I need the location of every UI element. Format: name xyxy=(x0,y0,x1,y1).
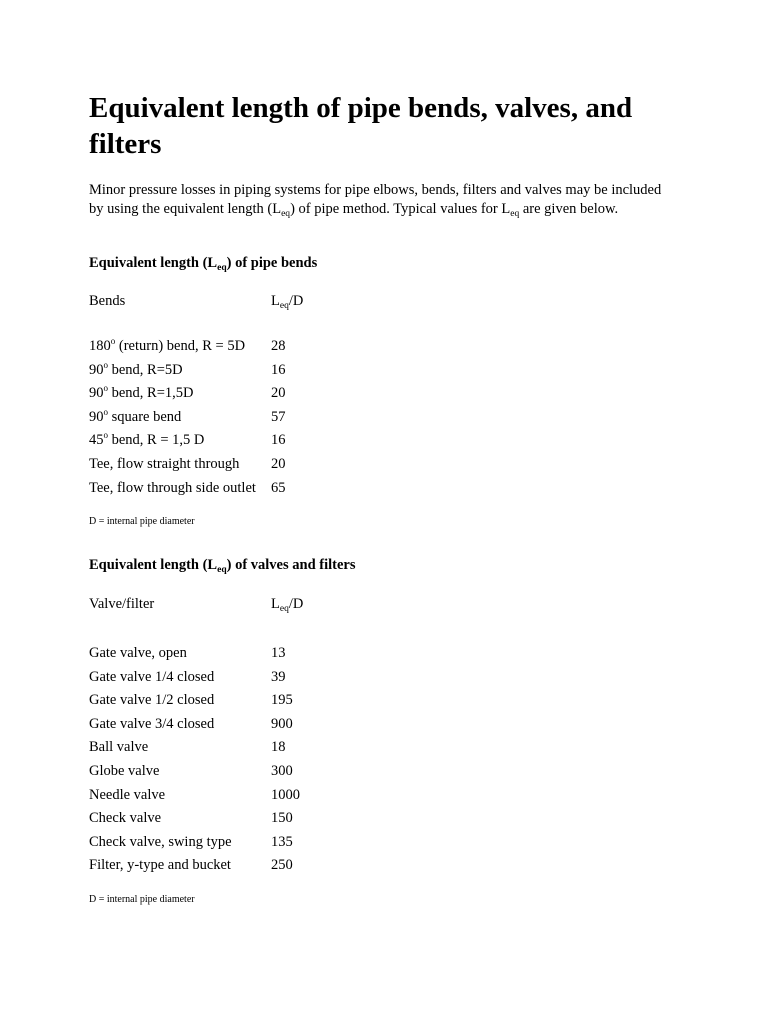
bends-table-row xyxy=(89,361,689,385)
valves-col-value-subscript: eq xyxy=(279,604,289,614)
degree-superscript: o xyxy=(103,383,108,394)
bend-value-cell: 16 xyxy=(271,432,286,449)
bend-type-cell xyxy=(89,337,245,355)
bend-type-text: 45 xyxy=(89,432,104,449)
valves-section-heading xyxy=(89,556,355,574)
intro-text-2: ) of pipe method. Typical values for L xyxy=(290,200,511,217)
bend-type-text: 90 xyxy=(89,361,104,378)
valve-value-cell: 195 xyxy=(271,692,293,709)
intro-paragraph xyxy=(89,181,669,218)
bend-type-cell xyxy=(89,361,183,379)
bend-type-text: 180 xyxy=(89,338,111,354)
valves-table-row xyxy=(89,809,689,833)
bends-col-value-subscript: eq xyxy=(279,301,289,311)
bends-table-row xyxy=(89,431,689,455)
bend-value-cell: 16 xyxy=(271,361,286,378)
valve-type-cell: Ball valve xyxy=(89,739,149,756)
bends-table-row xyxy=(89,408,689,432)
bend-type-text: 90 xyxy=(89,385,104,402)
bends-col-value-suffix: /D xyxy=(288,293,304,309)
bend-type-text-end: bend, R=5D xyxy=(108,361,183,378)
valve-type-cell: Filter, y-type and bucket xyxy=(89,857,231,874)
valves-table xyxy=(89,644,689,880)
valves-col-value-text: L xyxy=(271,596,280,612)
valve-type-cell: Check valve xyxy=(89,810,162,827)
bend-type-text-end: square bend xyxy=(108,408,182,425)
bend-value-cell: 20 xyxy=(271,455,286,472)
bends-col-value-header xyxy=(271,292,303,310)
valves-table-row xyxy=(89,856,689,880)
valve-value-cell: 900 xyxy=(271,715,293,732)
bend-type-text-end: bend, R=1,5D xyxy=(108,385,194,402)
valves-col-name-header: Valve/filter xyxy=(89,596,155,612)
bends-table xyxy=(89,337,689,502)
bends-table-row xyxy=(89,479,689,503)
degree-superscript: o xyxy=(103,406,108,417)
bend-type-cell xyxy=(89,431,204,449)
degree-superscript: o xyxy=(103,430,108,441)
valve-type-cell: Gate valve 1/2 closed xyxy=(89,692,215,709)
bends-heading-subscript: eq xyxy=(217,263,227,273)
bend-type-text: Tee, flow through side outlet xyxy=(89,479,256,496)
intro-text-1: Minor pressure losses in piping systems for pipe elbows, bends, filters and valves may be included by using the equivalent length (L xyxy=(89,182,662,217)
valve-value-cell: 1000 xyxy=(271,786,300,803)
valve-type-cell: Globe valve xyxy=(89,762,160,779)
degree-superscript: o xyxy=(103,359,108,370)
valves-col-value-header xyxy=(271,595,303,613)
bends-table-row xyxy=(89,455,689,479)
valve-value-cell: 135 xyxy=(271,833,293,850)
bend-type-cell xyxy=(89,455,239,473)
valves-table-row xyxy=(89,833,689,857)
intro-text-3: are given below. xyxy=(519,200,619,217)
page-title: Equivalent length of pipe bends, valves, and filters xyxy=(89,92,633,160)
bends-heading-text: Equivalent length (L xyxy=(89,255,218,271)
valve-value-cell: 150 xyxy=(271,810,293,827)
valves-footnote: D = internal pipe diameter xyxy=(89,894,195,905)
valves-table-row xyxy=(89,644,689,668)
valve-value-cell: 13 xyxy=(271,645,286,661)
bends-col-value-text: L xyxy=(271,293,280,309)
bend-type-text-end: (return) bend, R = 5D xyxy=(115,338,246,354)
valves-table-row xyxy=(89,715,689,739)
valve-type-cell: Gate valve 1/4 closed xyxy=(89,668,215,685)
bends-col-name-header: Bends xyxy=(89,293,126,309)
bends-table-row xyxy=(89,384,689,408)
bends-footnote: D = internal pipe diameter xyxy=(89,516,195,527)
bends-heading-text-end: ) of pipe bends xyxy=(226,255,318,271)
bend-type-cell xyxy=(89,408,181,426)
degree-superscript: o xyxy=(110,336,116,346)
valves-heading-text: Equivalent length (L xyxy=(89,557,218,573)
valve-value-cell: 300 xyxy=(271,762,293,779)
bend-value-cell: 57 xyxy=(271,408,286,425)
valve-type-cell: Gate valve 3/4 closed xyxy=(89,715,215,732)
bends-section-heading xyxy=(89,254,317,272)
valve-type-cell: Gate valve, open xyxy=(89,645,187,661)
bends-table-row xyxy=(89,337,689,361)
bend-type-text: Tee, flow straight through xyxy=(89,455,240,472)
bend-type-text-end: bend, R = 1,5 D xyxy=(108,432,205,449)
bend-type-text: 90 xyxy=(89,408,104,425)
bend-type-cell xyxy=(89,384,194,402)
bend-value-cell: 28 xyxy=(271,338,286,354)
intro-subscript-1: eq xyxy=(281,208,291,219)
valves-table-row xyxy=(89,738,689,762)
bend-value-cell: 20 xyxy=(271,385,286,402)
bend-value-cell: 65 xyxy=(271,479,286,496)
valve-type-cell: Needle valve xyxy=(89,786,166,803)
valves-table-row xyxy=(89,668,689,692)
intro-subscript-2: eq xyxy=(510,208,520,219)
valves-table-row xyxy=(89,762,689,786)
valve-value-cell: 18 xyxy=(271,739,286,756)
valve-value-cell: 39 xyxy=(271,668,286,685)
valves-table-row xyxy=(89,786,689,810)
valves-heading-text-end: ) of valves and filters xyxy=(226,557,356,573)
valves-heading-subscript: eq xyxy=(217,565,227,575)
valve-value-cell: 250 xyxy=(271,857,293,874)
valve-type-cell: Check valve, swing type xyxy=(89,833,232,850)
valves-col-value-suffix: /D xyxy=(288,596,304,612)
bend-type-cell xyxy=(89,479,256,497)
valves-table-row xyxy=(89,691,689,715)
